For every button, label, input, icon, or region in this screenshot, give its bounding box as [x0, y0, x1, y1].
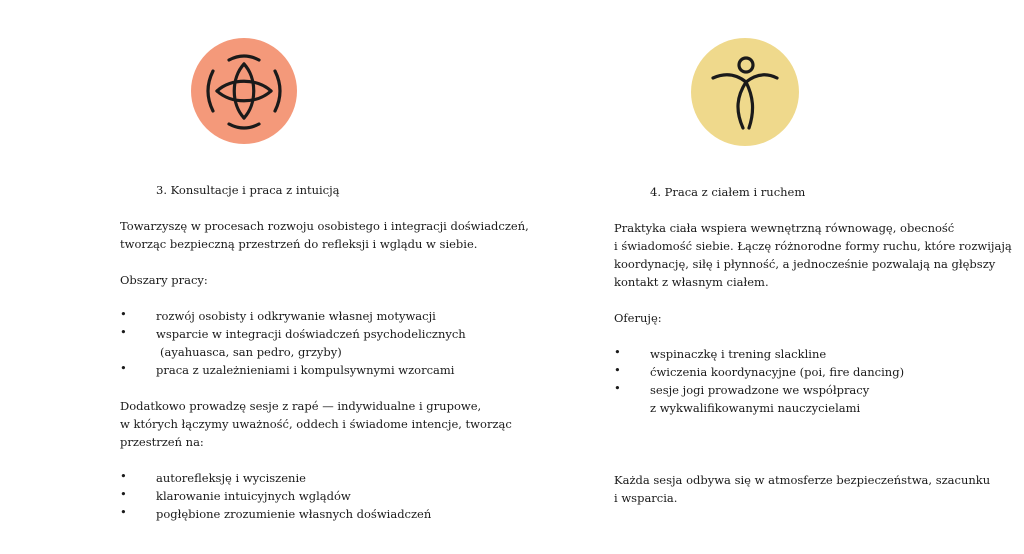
flower-knot-svg	[191, 38, 297, 144]
intro-text-line: koordynację, siłę i płynność, a jednocześnie pozwalają na głębszy	[614, 257, 996, 271]
list-item-continuation: (ayahuasca, san pedro, grzyby)	[160, 345, 342, 359]
section-heading-consultations: 3. Konsultacje i praca z intuicją	[156, 183, 340, 197]
list-item: wspinaczkę i trening slackline	[650, 347, 827, 361]
list-item-continuation: z wykwalifikowanymi nauczycielami	[650, 401, 861, 415]
intro-text-line: tworząc bezpieczną przestrzeń do refleksji i wglądu w siebie.	[120, 237, 478, 251]
list-item: rozwój osobisty i odkrywanie własnej motywacji	[156, 309, 436, 323]
bullet-dot: •	[120, 505, 127, 519]
flower-knot-icon	[191, 38, 297, 144]
bullet-dot: •	[120, 487, 127, 501]
person-figure-svg	[691, 38, 799, 146]
list-item: ćwiczenia koordynacyjne (poi, fire dancing)	[650, 365, 905, 379]
extra-text-line: Dodatkowo prowadzę sesje z rapé — indywidualne i grupowe,	[120, 399, 482, 413]
list-item: pogłębione zrozumienie własnych doświadczeń	[156, 507, 432, 521]
list-item: sesje jogi prowadzone we współpracy	[650, 383, 870, 397]
intro-text-line: Towarzyszę w procesach rozwoju osobistego i integracji doświadczeń,	[120, 219, 529, 233]
areas-label: Obszary pracy:	[120, 273, 208, 287]
closing-text-line: Każda sesja odbywa się w atmosferze bezpieczeństwa, szacunku	[614, 473, 991, 487]
bullet-dot: •	[120, 361, 127, 375]
list-item: praca z uzależnieniami i kompulsywnymi wzorcami	[156, 363, 455, 377]
offer-label: Oferuję:	[614, 311, 662, 325]
bullet-dot: •	[614, 345, 621, 359]
section-heading-body-movement: 4. Praca z ciałem i ruchem	[650, 185, 806, 199]
intro-text-line: i świadomość siebie. Łączę różnorodne formy ruchu, które rozwijają	[614, 239, 1012, 253]
list-item: autorefleksję i wyciszenie	[156, 471, 306, 485]
person-figure-icon	[691, 38, 799, 146]
bullet-dot: •	[120, 325, 127, 339]
bullet-dot: •	[120, 307, 127, 321]
closing-text-line: i wsparcia.	[614, 491, 678, 505]
intro-text-line: kontakt z własnym ciałem.	[614, 275, 769, 289]
extra-text-line: przestrzeń na:	[120, 435, 204, 449]
intro-text-line: Praktyka ciała wspiera wewnętrzną równowagę, obecność	[614, 221, 955, 235]
bullet-dot: •	[120, 469, 127, 483]
bullet-dot: •	[614, 381, 621, 395]
list-item: klarowanie intuicyjnych wglądów	[156, 489, 351, 503]
extra-text-line: w których łączymy uważność, oddech i świadome intencje, tworząc	[120, 417, 512, 431]
list-item: wsparcie w integracji doświadczeń psychodelicznych	[156, 327, 466, 341]
bullet-dot: •	[614, 363, 621, 377]
